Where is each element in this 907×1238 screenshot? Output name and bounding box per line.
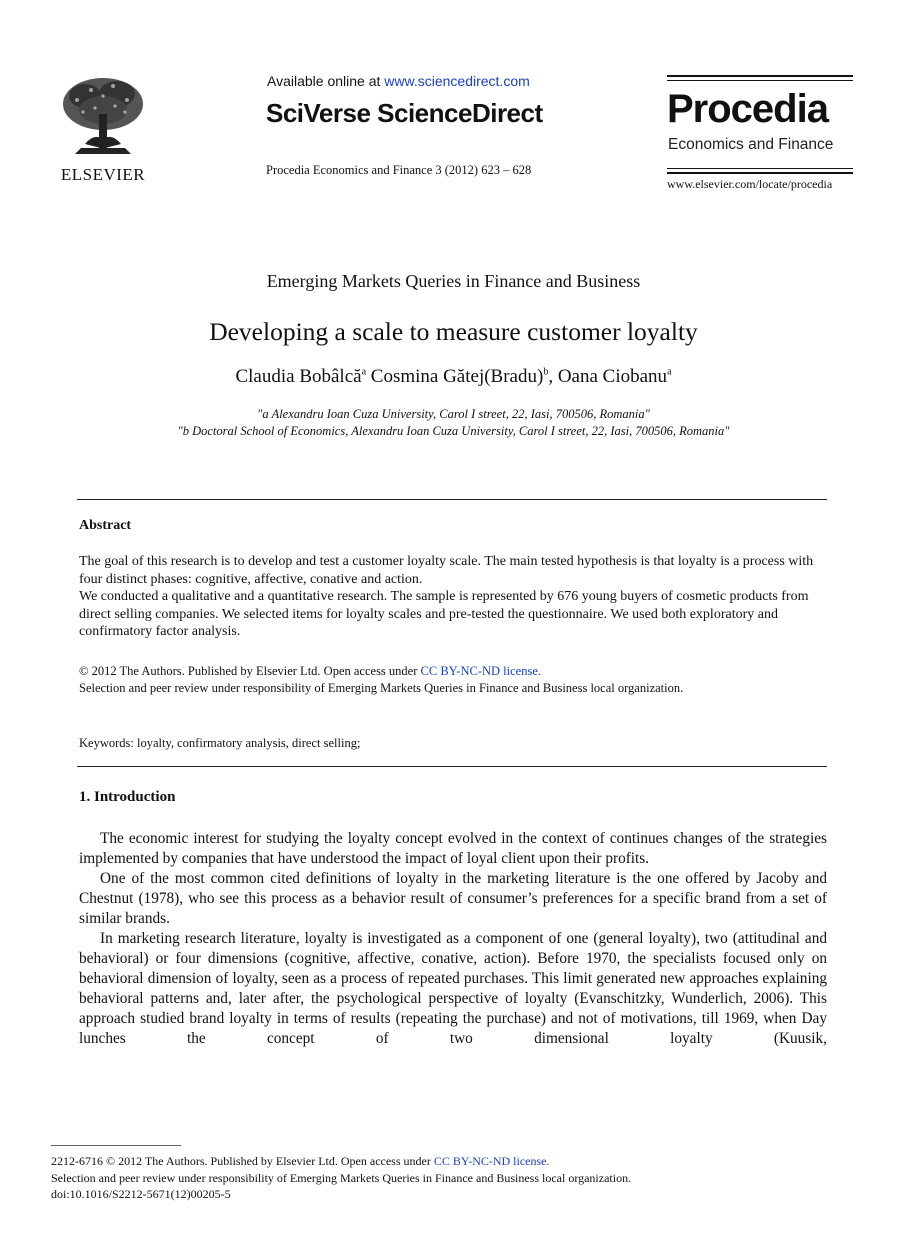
author-name: Claudia Bobâlcă <box>235 366 362 387</box>
procedia-subtitle: Economics and Finance <box>668 136 834 153</box>
license-link[interactable]: CC BY-NC-ND license. <box>420 664 541 678</box>
sciverse-brand: SciVerse ScienceDirect <box>266 98 543 128</box>
footer-peer-review: Selection and peer review under responsibility of Emerging Markets Queries in Finance and Business local organization. <box>51 1170 632 1185</box>
section-body <box>79 829 827 1049</box>
divider-top <box>77 499 827 500</box>
author-list <box>0 366 907 388</box>
elsevier-logo <box>55 74 151 184</box>
abstract-heading: Abstract <box>79 518 132 533</box>
paper-title: Developing a scale to measure customer loyalty <box>209 317 698 346</box>
abstract-body <box>79 553 823 641</box>
conference-name: Emerging Markets Queries in Finance and Business <box>266 271 641 291</box>
peer-review-text: Selection and peer review under responsibility of Emerging Markets Queries in Finance and Business local organization. <box>79 681 684 695</box>
divider-bottom <box>77 766 827 767</box>
elsevier-tree-icon <box>55 74 151 160</box>
footer-doi: doi:10.1016/S2212-5671(12)00205-5 <box>51 1187 231 1201</box>
footer-issn: 2212-6716 © 2012 The Authors. Published by Elsevier Ltd. <box>51 1154 338 1168</box>
footer-open-access: Open access under <box>337 1154 434 1168</box>
procedia-rule-bottom2 <box>667 172 853 174</box>
procedia-title: Procedia <box>667 87 828 131</box>
available-online <box>267 73 530 89</box>
abstract-copyright <box>79 663 839 697</box>
author-affiliation-mark: a <box>361 366 367 378</box>
procedia-rule-top <box>667 75 853 77</box>
footer-rule <box>51 1145 181 1146</box>
abstract-paragraph: The goal of this research is to develop and test a customer loyalty scale. The main tested hypothesis is that loyalty is a process with four distinct phases: cognitive, affective, conative and action. <box>79 554 814 587</box>
footer-license-link[interactable]: CC BY-NC-ND license. <box>433 1154 550 1168</box>
publisher-name: ELSEVIER <box>60 165 146 184</box>
body-paragraph: One of the most common cited definitions of loyalty in the marketing literature is the one offered by Jacoby and Chestnut (1978), who see this process as a behavior result of consumer’s preferences for a specific brand from a set of similar brands. <box>79 870 827 927</box>
journal-citation: Procedia Economics and Finance 3 (2012) 623 – 628 <box>266 163 532 177</box>
body-paragraph: The economic interest for studying the loyalty concept evolved in the context of continues changes of the strategies implemented by companies that have understood the impact of loyal client upon their profits. <box>79 830 827 867</box>
open-access-text: Open access under <box>320 664 421 678</box>
available-prefix: Available online at <box>267 73 385 89</box>
procedia-rule-top2 <box>667 80 853 81</box>
procedia-rule-bottom <box>667 168 853 169</box>
affiliation-a: "a Alexandru Ioan Cuza University, Carol I street, 22, Iasi, 700506, Romania" <box>257 407 650 421</box>
author-affiliation-mark: a <box>667 366 672 378</box>
affiliation-b: "b Doctoral School of Economics, Alexandru Ioan Cuza University, Carol I street, 22, Iasi, 700506, Romania" <box>177 424 730 438</box>
abstract-paragraph: We conducted a qualitative and a quantitative research. The sample is represented by 676 young buyers of cosmetic products from direct selling companies. We selected items for loyalty scales and pre-tested the questionnaire. We used both exploratory and confirmatory factor analysis. <box>79 589 809 639</box>
footer <box>51 1153 631 1203</box>
author-name: Oana Ciobanu <box>557 366 668 387</box>
author-affiliation-mark: b <box>543 366 549 378</box>
section-heading: 1. Introduction <box>79 789 176 805</box>
copyright-text: © 2012 The Authors. Published by Elsevier Ltd. <box>79 664 321 678</box>
keywords: Keywords: loyalty, confirmatory analysis, direct selling; <box>79 736 361 750</box>
body-paragraph: In marketing research literature, loyalty is investigated as a component of one (general loyalty), two (attitudinal and behavioral) or four dimensions (cognitive, affective, conative, action). Before 1970, the specialists focused only on behavioral dimension of loyalty, seen as a process of repeated purchases. This limit generated new approaches explaining behavioral patterns and, later after, the psychological perspective of loyalty (Evanschitzky, Wunderlich, 2006). This approach studied brand loyalty in terms of results (repeating the purchase) and not of motivations, till 1969, when Day lunches the concept of two dimensional loyalty (Kuusik, <box>79 930 827 1047</box>
sciencedirect-link[interactable]: www.sciencedirect.com <box>384 73 530 89</box>
procedia-url-link[interactable]: www.elsevier.com/locate/procedia <box>667 177 833 191</box>
author-name: Cosmina Gătej(Bradu) <box>370 366 544 387</box>
author-separator: , <box>548 366 558 387</box>
